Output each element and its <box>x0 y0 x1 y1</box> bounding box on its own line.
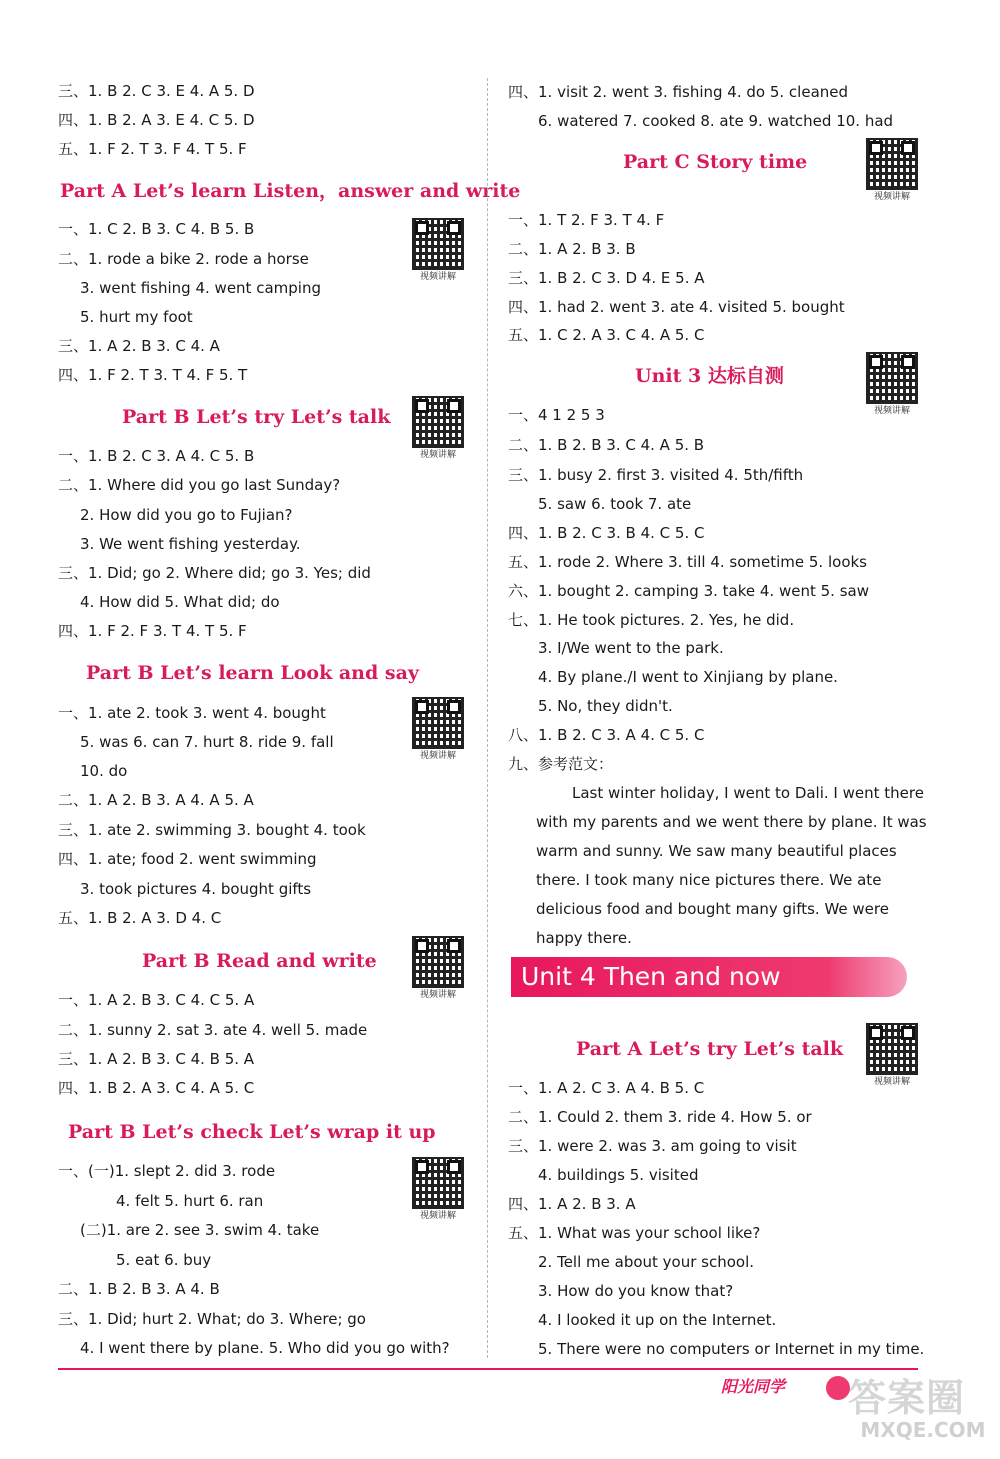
page-number-badge-icon <box>826 1376 850 1400</box>
qr-caption: 视频讲解 <box>419 751 456 761</box>
unit-banner <box>511 957 907 997</box>
answer-line: 四、1. had 2. went 3. ate 4. visited 5. bought <box>508 298 845 316</box>
qr-code[interactable] <box>412 218 464 286</box>
footer-line <box>58 1368 918 1370</box>
answer-line: 一、(一)1. slept 2. did 3. rode <box>58 1162 276 1180</box>
qr-code-icon <box>412 218 464 270</box>
answer-line: 4. By plane./I went to Xinjiang by plane. <box>538 668 838 686</box>
answer-line: 三、1. Did; hurt 2. What; do 3. Where; go <box>58 1310 366 1328</box>
answer-line: 4. felt 5. hurt 6. ran <box>116 1192 264 1210</box>
answer-line: 一、1. B 2. C 3. A 4. C 5. B <box>58 447 255 465</box>
unit-banner-title: Unit 4 Then and now <box>521 962 781 991</box>
qr-code[interactable] <box>866 1023 918 1091</box>
answer-line: 3. I/We went to the park. <box>538 639 724 657</box>
answer-line: 三、1. B 2. C 3. D 4. E 5. A <box>508 269 705 287</box>
answer-line: 四、1. F 2. T 3. T 4. F 5. T <box>58 366 248 384</box>
answer-line: 一、1. A 2. B 3. C 4. C 5. A <box>58 991 255 1009</box>
answer-line: 二、1. B 2. B 3. C 4. A 5. B <box>508 436 705 454</box>
answer-line: 二、1. rode a bike 2. rode a horse <box>58 250 309 268</box>
answer-line: 三、1. busy 2. first 3. visited 4. 5th/fifth <box>508 466 804 484</box>
answer-line: 四、1. visit 2. went 3. fishing 4. do 5. cleaned <box>508 83 849 101</box>
answer-line: 10. do <box>80 762 128 780</box>
qr-caption: 视频讲解 <box>419 272 456 282</box>
answer-line: 九、参考范文： <box>508 755 614 773</box>
qr-code-icon <box>866 138 918 190</box>
answer-line: 一、1. ate 2. took 3. went 4. bought <box>58 704 326 722</box>
answer-line: 4. buildings 5. visited <box>538 1166 699 1184</box>
answer-line: 四、1. B 2. A 3. E 4. C 5. D <box>58 111 255 129</box>
answer-line: 5. saw 6. took 7. ate <box>538 495 692 513</box>
answer-line: 二、1. Could 2. them 3. ride 4. How 5. or <box>508 1108 812 1126</box>
answer-line: 5. eat 6. buy <box>116 1251 212 1269</box>
answer-line: 三、1. B 2. C 3. E 4. A 5. D <box>58 82 255 100</box>
section-heading: Part A Let’s try Let’s talk <box>576 1038 844 1060</box>
section-heading: Part C Story time <box>623 151 808 173</box>
answer-line: 五、1. B 2. A 3. D 4. C <box>58 909 222 927</box>
answer-line: 2. How did you go to Fujian? <box>80 506 293 524</box>
qr-code[interactable] <box>866 138 918 206</box>
section-heading: Part A Let’s learn Listen，answer and write <box>60 180 521 202</box>
answer-line: 八、1. B 2. C 3. A 4. C 5. C <box>508 726 705 744</box>
answer-line: 3. We went fishing yesterday. <box>80 535 301 553</box>
qr-code-icon <box>412 697 464 749</box>
answer-line: 三、1. A 2. B 3. C 4. B 5. A <box>58 1050 255 1068</box>
section-heading: Part B Read and write <box>142 950 377 972</box>
qr-caption: 视频讲解 <box>419 450 456 460</box>
qr-code[interactable] <box>412 697 464 765</box>
qr-code[interactable] <box>866 352 918 420</box>
answer-line: 2. Tell me about your school. <box>538 1253 755 1271</box>
qr-code[interactable] <box>412 936 464 1004</box>
answer-line: 5. was 6. can 7. hurt 8. ride 9. fall <box>80 733 334 751</box>
answer-line: 5. There were no computers or Internet in my time. <box>538 1340 925 1358</box>
section-heading: Part B Let’s learn Look and say <box>86 662 419 684</box>
answer-line: 一、4 1 2 5 3 <box>508 406 605 424</box>
answer-line: 3. took pictures 4. bought gifts <box>80 880 312 898</box>
answer-line: 三、1. ate 2. swimming 3. bought 4. took <box>58 821 366 839</box>
watermark <box>848 1378 998 1458</box>
sample-essay: Last winter holiday, I went to Dali. I went there with my parents and we went there by plane. It was warm and sunny. We saw many beautiful places there. I took many nice pictures there. We ate delicious food and bought many gifts. We were happy there. <box>536 784 927 947</box>
qr-code[interactable] <box>412 1157 464 1225</box>
qr-code-icon <box>866 1023 918 1075</box>
qr-code-icon <box>412 936 464 988</box>
qr-code-icon <box>412 396 464 448</box>
qr-code-icon <box>412 1157 464 1209</box>
answer-line: 一、1. A 2. C 3. A 4. B 5. C <box>508 1079 705 1097</box>
answer-line: 4. I looked it up on the Internet. <box>538 1311 777 1329</box>
answer-line: 七、1. He took pictures. 2. Yes, he did. <box>508 611 795 629</box>
answer-line: 4. I went there by plane. 5. Who did you go with? <box>80 1339 450 1357</box>
answer-line: 4. How did 5. What did; do <box>80 593 280 611</box>
answer-line: 一、1. C 2. B 3. C 4. B 5. B <box>58 220 255 238</box>
answer-line: 3. How do you know that? <box>538 1282 734 1300</box>
section-heading: Part B Let’s check Let’s wrap it up <box>68 1121 436 1143</box>
answer-line: (二)1. are 2. see 3. swim 4. take <box>80 1221 320 1239</box>
brand-logo-text: 阳光同学 <box>721 1377 786 1396</box>
column-divider <box>487 78 488 1358</box>
answer-line: 五、1. What was your school like? <box>508 1224 761 1242</box>
brand-logo <box>721 1374 821 1404</box>
answer-line: 三、1. A 2. B 3. C 4. A <box>58 337 220 355</box>
answer-line: 四、1. F 2. F 3. T 4. T 5. F <box>58 622 247 640</box>
answer-line: 5. hurt my foot <box>80 308 193 326</box>
watermark-url: MXQE.COM <box>860 1418 986 1442</box>
answer-line: 四、1. A 2. B 3. A <box>508 1195 636 1213</box>
section-heading: Part B Let’s try Let’s talk <box>122 406 391 428</box>
answer-line: 四、1. B 2. C 3. B 4. C 5. C <box>508 524 705 542</box>
answer-line: 三、1. Did; go 2. Where did; go 3. Yes; did <box>58 564 371 582</box>
watermark-text: 答案圈 <box>848 1376 966 1420</box>
answer-line: 5. No, they didn't. <box>538 697 673 715</box>
answer-line: 二、1. B 2. B 3. A 4. B <box>58 1280 220 1298</box>
answer-line: 二、1. A 2. B 3. A 4. A 5. A <box>58 791 254 809</box>
qr-caption: 视频讲解 <box>873 192 910 202</box>
qr-code-icon <box>866 352 918 404</box>
answer-line: 3. went fishing 4. went camping <box>80 279 321 297</box>
answer-line: 五、1. C 2. A 3. C 4. A 5. C <box>508 326 705 344</box>
section-heading: Unit 3 达标自测 <box>635 365 784 387</box>
answer-line: 五、1. rode 2. Where 3. till 4. sometime 5. looks <box>508 553 867 571</box>
qr-caption: 视频讲解 <box>419 1211 456 1221</box>
answer-line: 五、1. F 2. T 3. F 4. T 5. F <box>58 140 247 158</box>
answer-line: 二、1. sunny 2. sat 3. ate 4. well 5. made <box>58 1021 368 1039</box>
answer-line: 6. watered 7. cooked 8. ate 9. watched 10. had <box>538 112 894 130</box>
answer-line: 四、1. ate; food 2. went swimming <box>58 850 317 868</box>
qr-caption: 视频讲解 <box>873 1077 910 1087</box>
answer-line: 二、1. Where did you go last Sunday? <box>58 476 341 494</box>
answer-line: 二、1. A 2. B 3. B <box>508 240 636 258</box>
answer-line: 三、1. were 2. was 3. am going to visit <box>508 1137 797 1155</box>
qr-caption: 视频讲解 <box>419 990 456 1000</box>
answer-line: 一、1. T 2. F 3. T 4. F <box>508 211 665 229</box>
qr-caption: 视频讲解 <box>873 406 910 416</box>
qr-code[interactable] <box>412 396 464 464</box>
answer-line: 四、1. B 2. A 3. C 4. A 5. C <box>58 1079 255 1097</box>
answer-line: 六、1. bought 2. camping 3. take 4. went 5. saw <box>508 582 869 600</box>
